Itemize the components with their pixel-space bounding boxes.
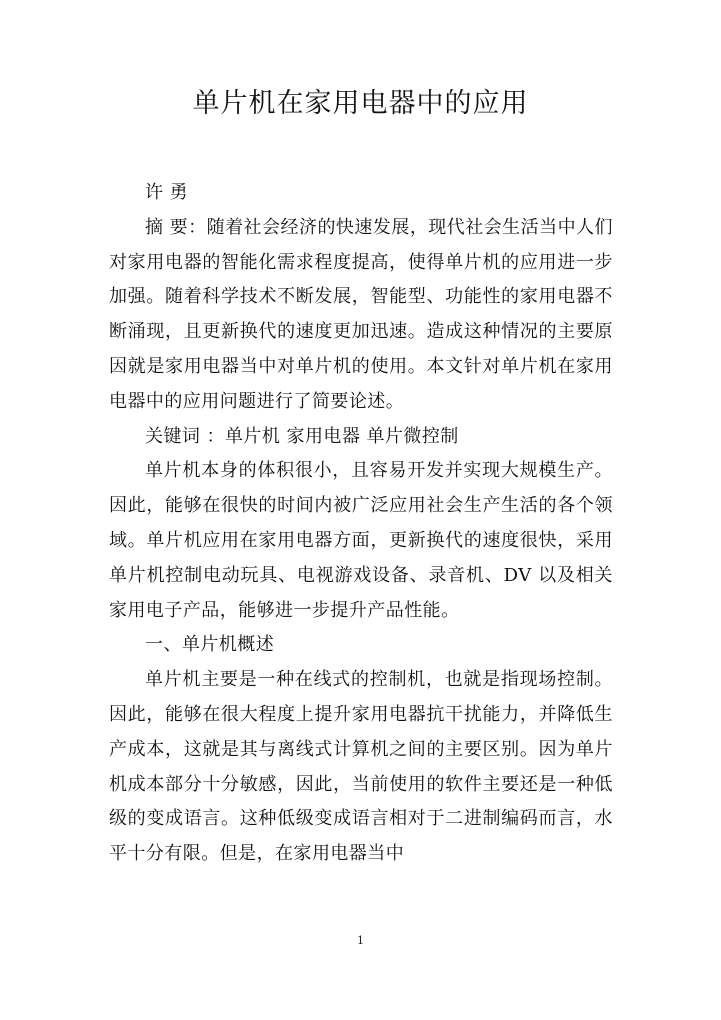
document-title: 单片机在家用电器中的应用 [192, 88, 529, 119]
section-heading: 一、单片机概述 [145, 634, 275, 656]
body-paragraph: 单片机本身的体积很小，且容易开发并实现大规模生产。因此，能够在很快的时间内被广泛应用社会生产生活的各个领域。单片机应用在家用电器方面，更新换代的速度很快，采用单片机控制电动玩具、电视游戏设备、录音机、DV 以及相关家用电子产品，能够进一步提升产品性能。 [109, 460, 613, 621]
body-paragraph: 单片机主要是一种在线式的控制机，也就是指现场控制。因此，能够在很大程度上提升家用电器抗干扰能力，并降低生产成本，这就是其与离线式计算机之间的主要区别。因为单片机成本部分十分敏感，因此，当前使用的软件主要还是一种低级的变成语言。这种低级变成语言相对于二进制编码而言，水平十分有限。但是，在家用电器当中 [109, 669, 613, 865]
page-number: 1 [357, 934, 364, 947]
keywords-line: 关键词 ：单片机 家用电器 单片微控制 [145, 425, 459, 447]
document-body [109, 176, 613, 872]
author-line: 许 勇 [145, 182, 189, 203]
abstract-paragraph: 摘 要：随着社会经济的快速发展，现代社会生活当中人们对家用电器的智能化需求程度提高，使得单片机的应用进一步加强。随着科学技术不断发展，智能型、功能性的家用电器不断涌现，且更新换代的速度更加迅速。造成这种情况的主要原因就是家用电器当中对单片机的使用。本文针对单片机在家用电器中的应用问题进行了简要论述。 [109, 216, 613, 412]
